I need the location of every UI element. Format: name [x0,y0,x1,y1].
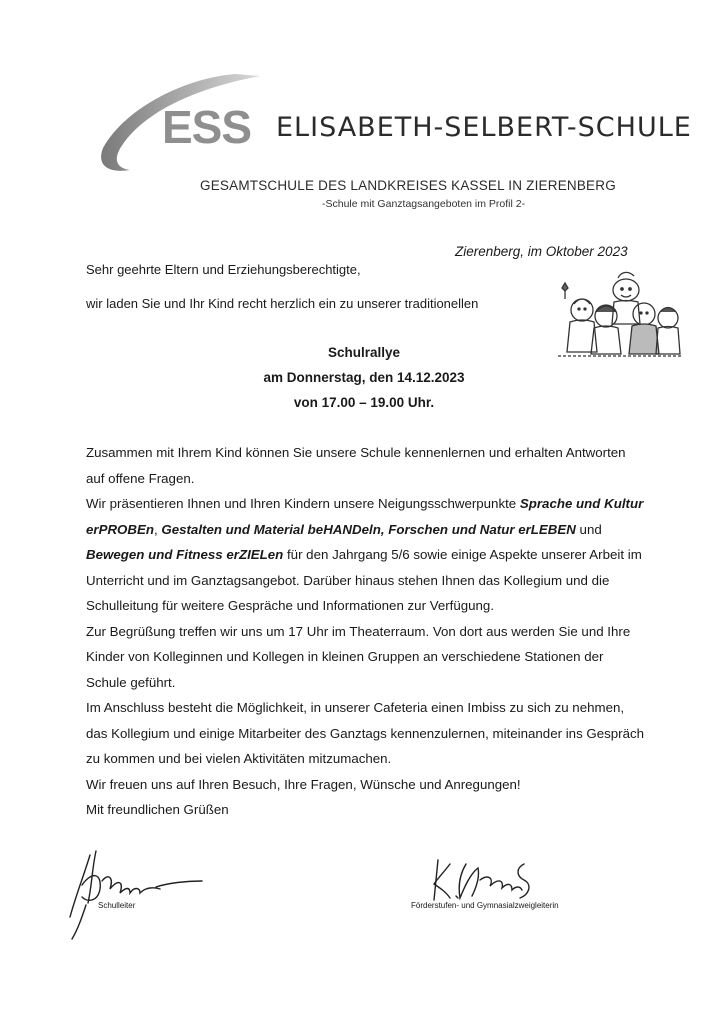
event-date: am Donnerstag, den 14.12.2023 [263,370,465,385]
paragraph-4: Im Anschluss besteht die Möglichkeit, in unserer Cafeteria einen Imbiss zu sich zu nehmen, das Kollegium und einige Mitarbeiter des Ganztags kennenzulernen, miteinander ins Gespräch zu kommen und bei vielen Aktivitäten mitzumachen. [86,700,645,766]
intro-line: wir laden Sie und Ihr Kind recht herzlich ein zu unserer traditionellen [86,296,479,311]
closing: Mit freundlichen Grüßen [86,802,229,817]
event-time: von 17.00 – 19.00 Uhr. [293,395,435,410]
focus-design-science: Gestalten und Material beHANDeln, Forschen und Natur erLEBEN [161,521,576,537]
deputy-label: Förderstufen- und Gymnasialzweigleiterin [411,901,559,910]
principal-label: Schulleiter [98,901,136,910]
event-name: Schulrallye [327,345,401,360]
school-profile: -Schule mit Ganztagsangeboten im Profil 2- [322,198,526,210]
focus-sport: Bewegen und Fitness erZIELen [86,547,284,562]
p2-sep1: , [153,521,162,537]
letter-date: Zierenberg, im Oktober 2023 [455,244,628,259]
logo-text: ESS [162,101,252,153]
paragraph-5: Wir freuen uns auf Ihren Besuch, Ihre Fragen, Wünsche und Anregungen! [86,776,521,792]
school-subtitle: GESAMTSCHULE DES LANDKREISES KASSEL IN ZIERENBERG [200,178,616,193]
salutation: Sehr geehrte Eltern und Erziehungsberechtigte, [86,262,361,277]
letter-body [86,440,646,823]
p2-text-post: für den Jahrgang 5/6 sowie einige Aspekte unserer Arbeit im Unterricht und im Ganztagsangebot. Darüber hinaus stehen Ihnen das Kollegium und die Schulleitung für weitere Gespräche und Informationen zur Verfügung. [86,547,642,613]
p2-sep2: und [575,521,602,537]
paragraph-3: Zur Begrüßung treffen wir uns um 17 Uhr im Theaterraum. Von dort aus werden Sie und Ihre Kinder von Kolleginnen und Kollegen in kleinen Gruppen an verschiedene Stationen der Schule geführt. [86,623,631,690]
p2-text-pre: Wir präsentieren Ihnen und Ihren Kindern unsere Neigungsschwerpunkte [86,496,520,511]
paragraph-1: Zusammen mit Ihrem Kind können Sie unsere Schule kennenlernen und erhalten Antworten auf offene Fragen. [86,445,626,486]
focus-language: Sprache und Kultur erPROBEn [86,496,644,537]
paragraph-2 [86,491,646,619]
principal-signature-image [60,845,220,940]
school-name: ELISABETH-SELBERT-SCHULE [276,112,692,143]
